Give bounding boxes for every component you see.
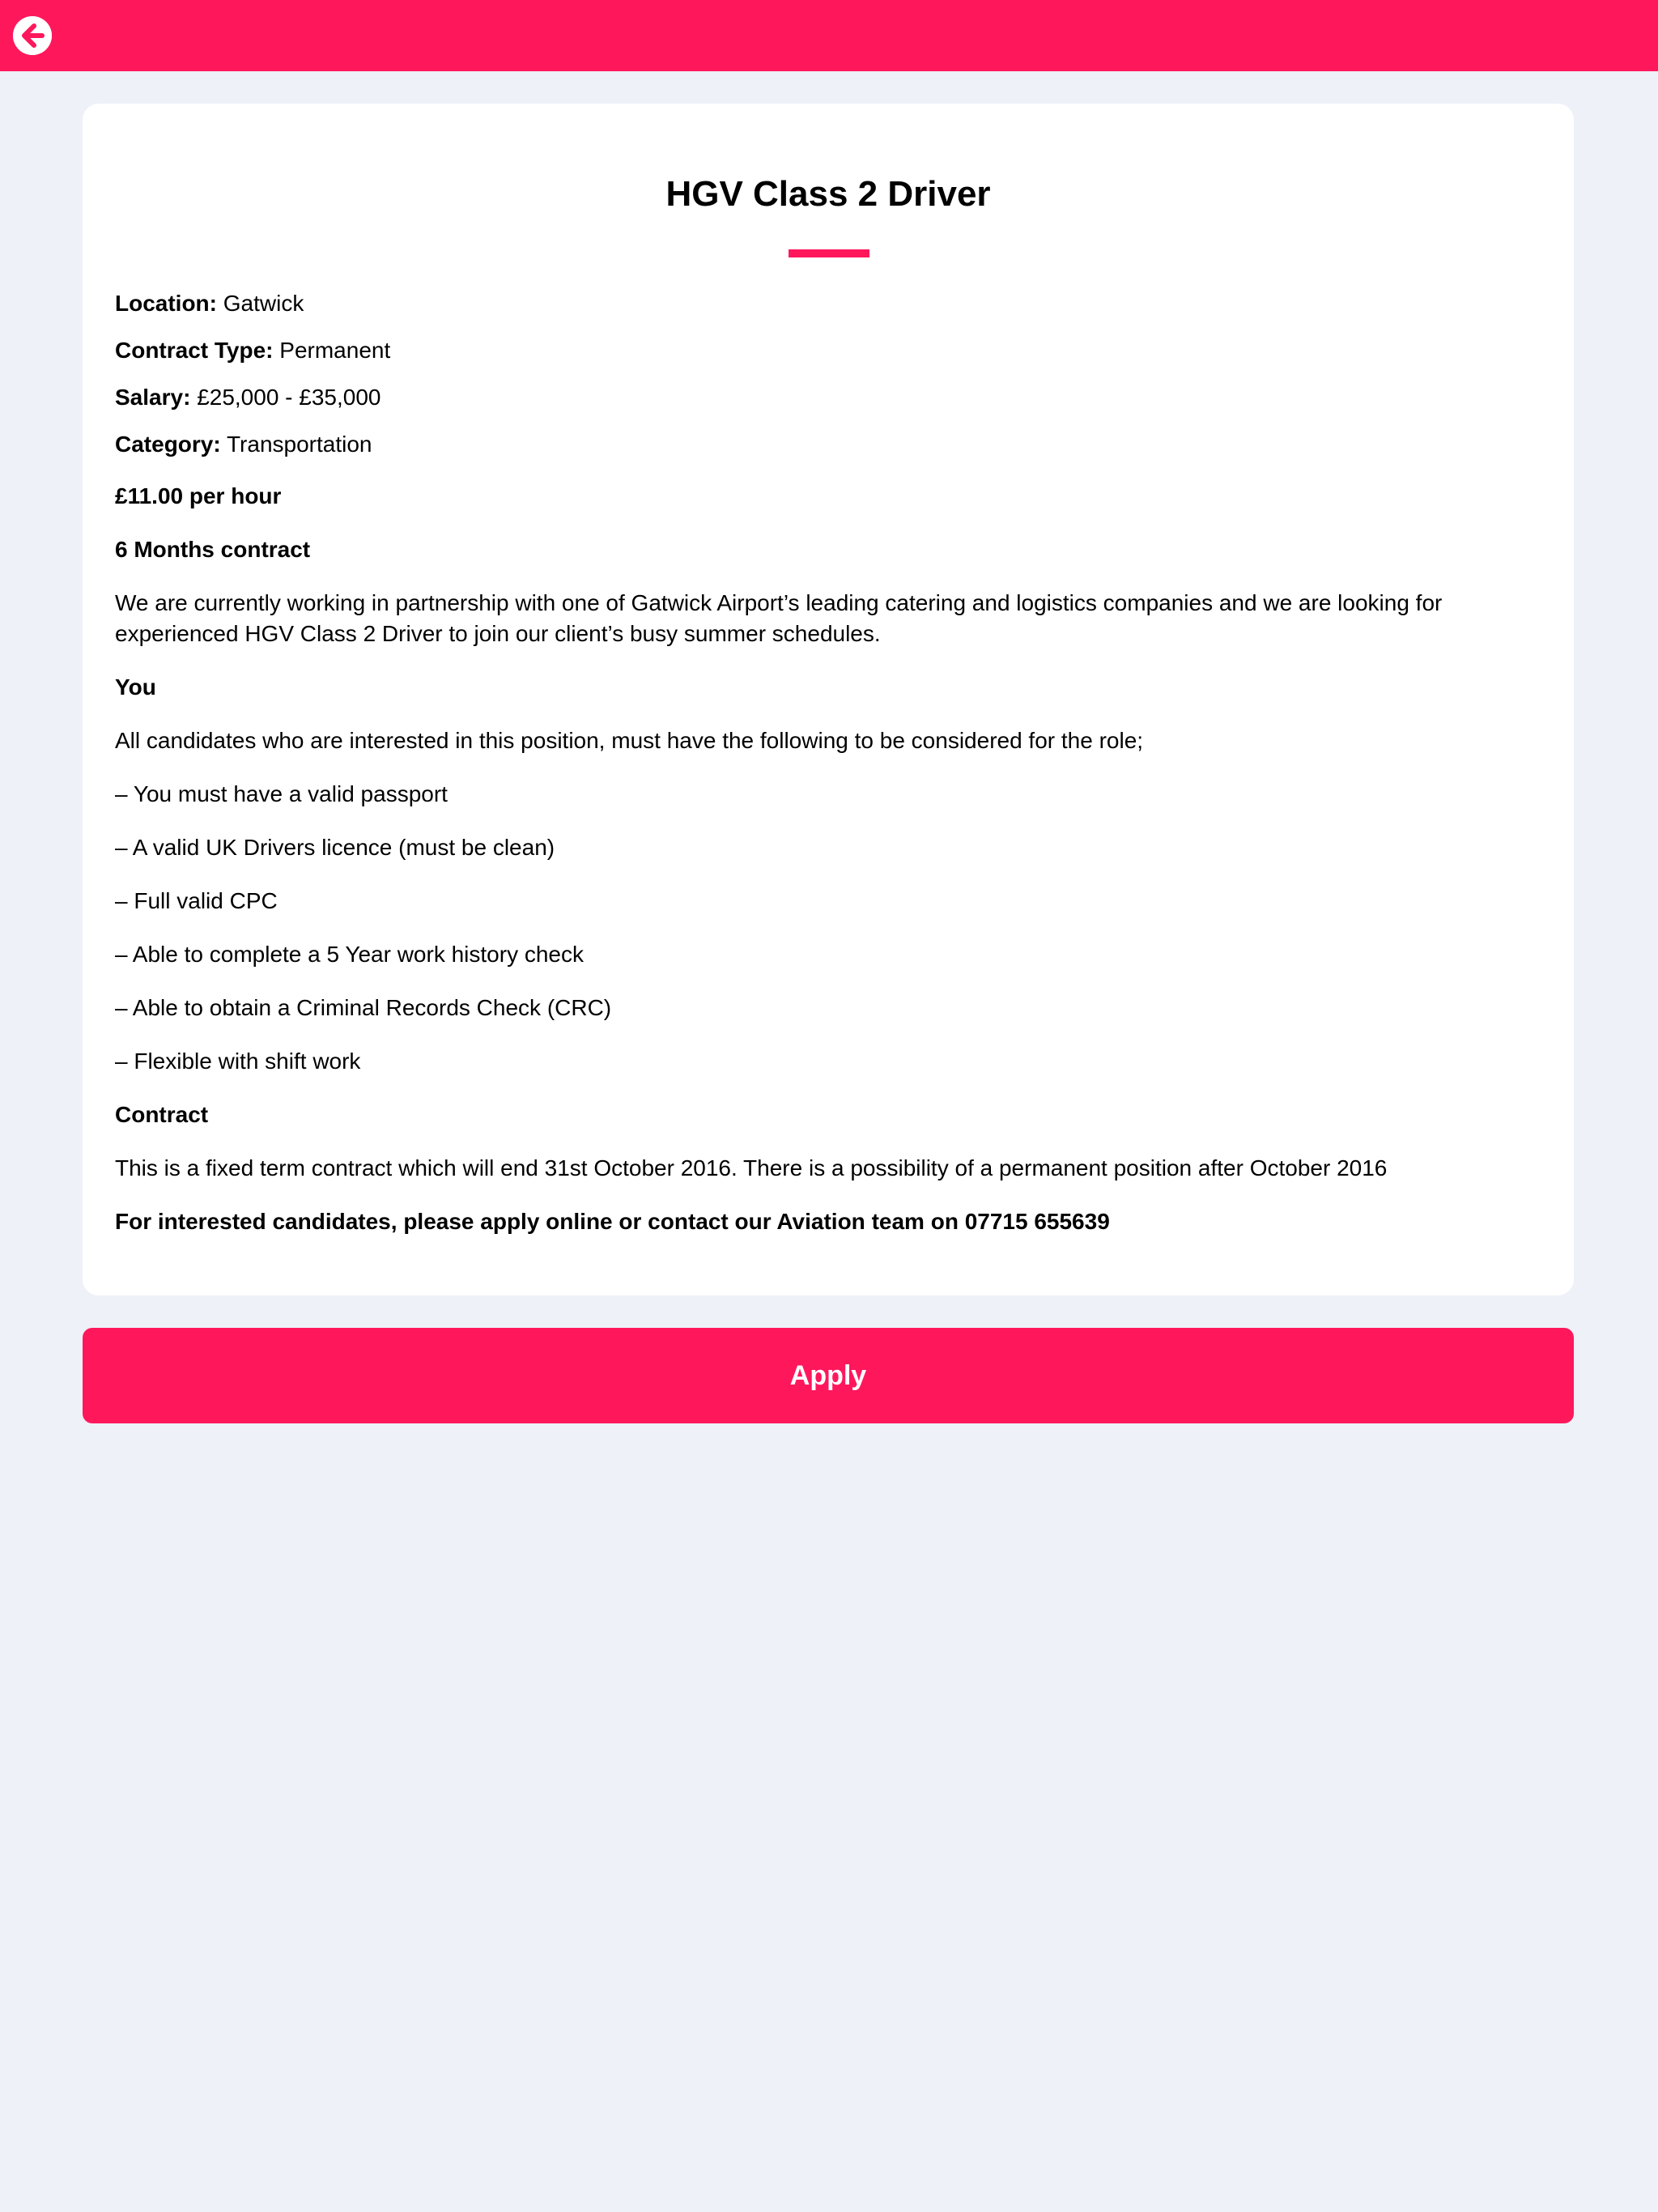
hourly-rate: £11.00 per hour [115,483,282,508]
meta-location [115,288,1541,319]
arrow-left-circle-icon [13,16,52,55]
job-details-card [83,104,1574,1295]
intro-paragraph: We are currently working in partnership with one of Gatwick Airport’s leading catering and logistics companies and we are looking for experienced HGV Class 2 Driver to join our client’s busy summer schedules. [115,590,1443,646]
back-button[interactable] [13,16,52,55]
job-title: HGV Class 2 Driver [665,174,991,214]
requirement-item: – Able to obtain a Criminal Records Check (CRC) [115,995,612,1020]
requirement-item: – A valid UK Drivers licence (must be clean) [115,835,555,860]
requirement-item: – Full valid CPC [115,888,278,913]
meta-label: Location: [115,291,217,316]
you-heading: You [115,674,156,700]
meta-category [115,429,1541,460]
contract-text: This is a fixed term contract which will end 31st October 2016. There is a possibility of a permanent position after October 2016 [115,1155,1388,1180]
meta-value: Permanent [279,338,391,363]
title-divider [789,249,869,257]
meta-value: Gatwick [223,291,304,316]
contract-heading: Contract [115,1102,209,1127]
meta-salary [115,382,1541,413]
meta-contract-type [115,335,1541,366]
meta-value: Transportation [226,432,372,457]
requirements-intro: All candidates who are interested in this position, must have the following to be considered for the role; [115,728,1144,753]
meta-label: Salary: [115,385,191,410]
job-description [115,288,1541,1260]
contract-duration: 6 Months contract [115,537,311,562]
meta-label: Category: [115,432,221,457]
contact-cta: For interested candidates, please apply online or contact our Aviation team on 07715 655639 [115,1209,1110,1234]
apply-button[interactable]: Apply [83,1328,1574,1423]
meta-label: Contract Type: [115,338,274,363]
top-bar [0,0,1658,71]
requirement-item: – Flexible with shift work [115,1049,361,1074]
requirement-item: – Able to complete a 5 Year work history check [115,942,584,967]
requirement-item: – You must have a valid passport [115,781,448,806]
meta-value: £25,000 - £35,000 [197,385,381,410]
